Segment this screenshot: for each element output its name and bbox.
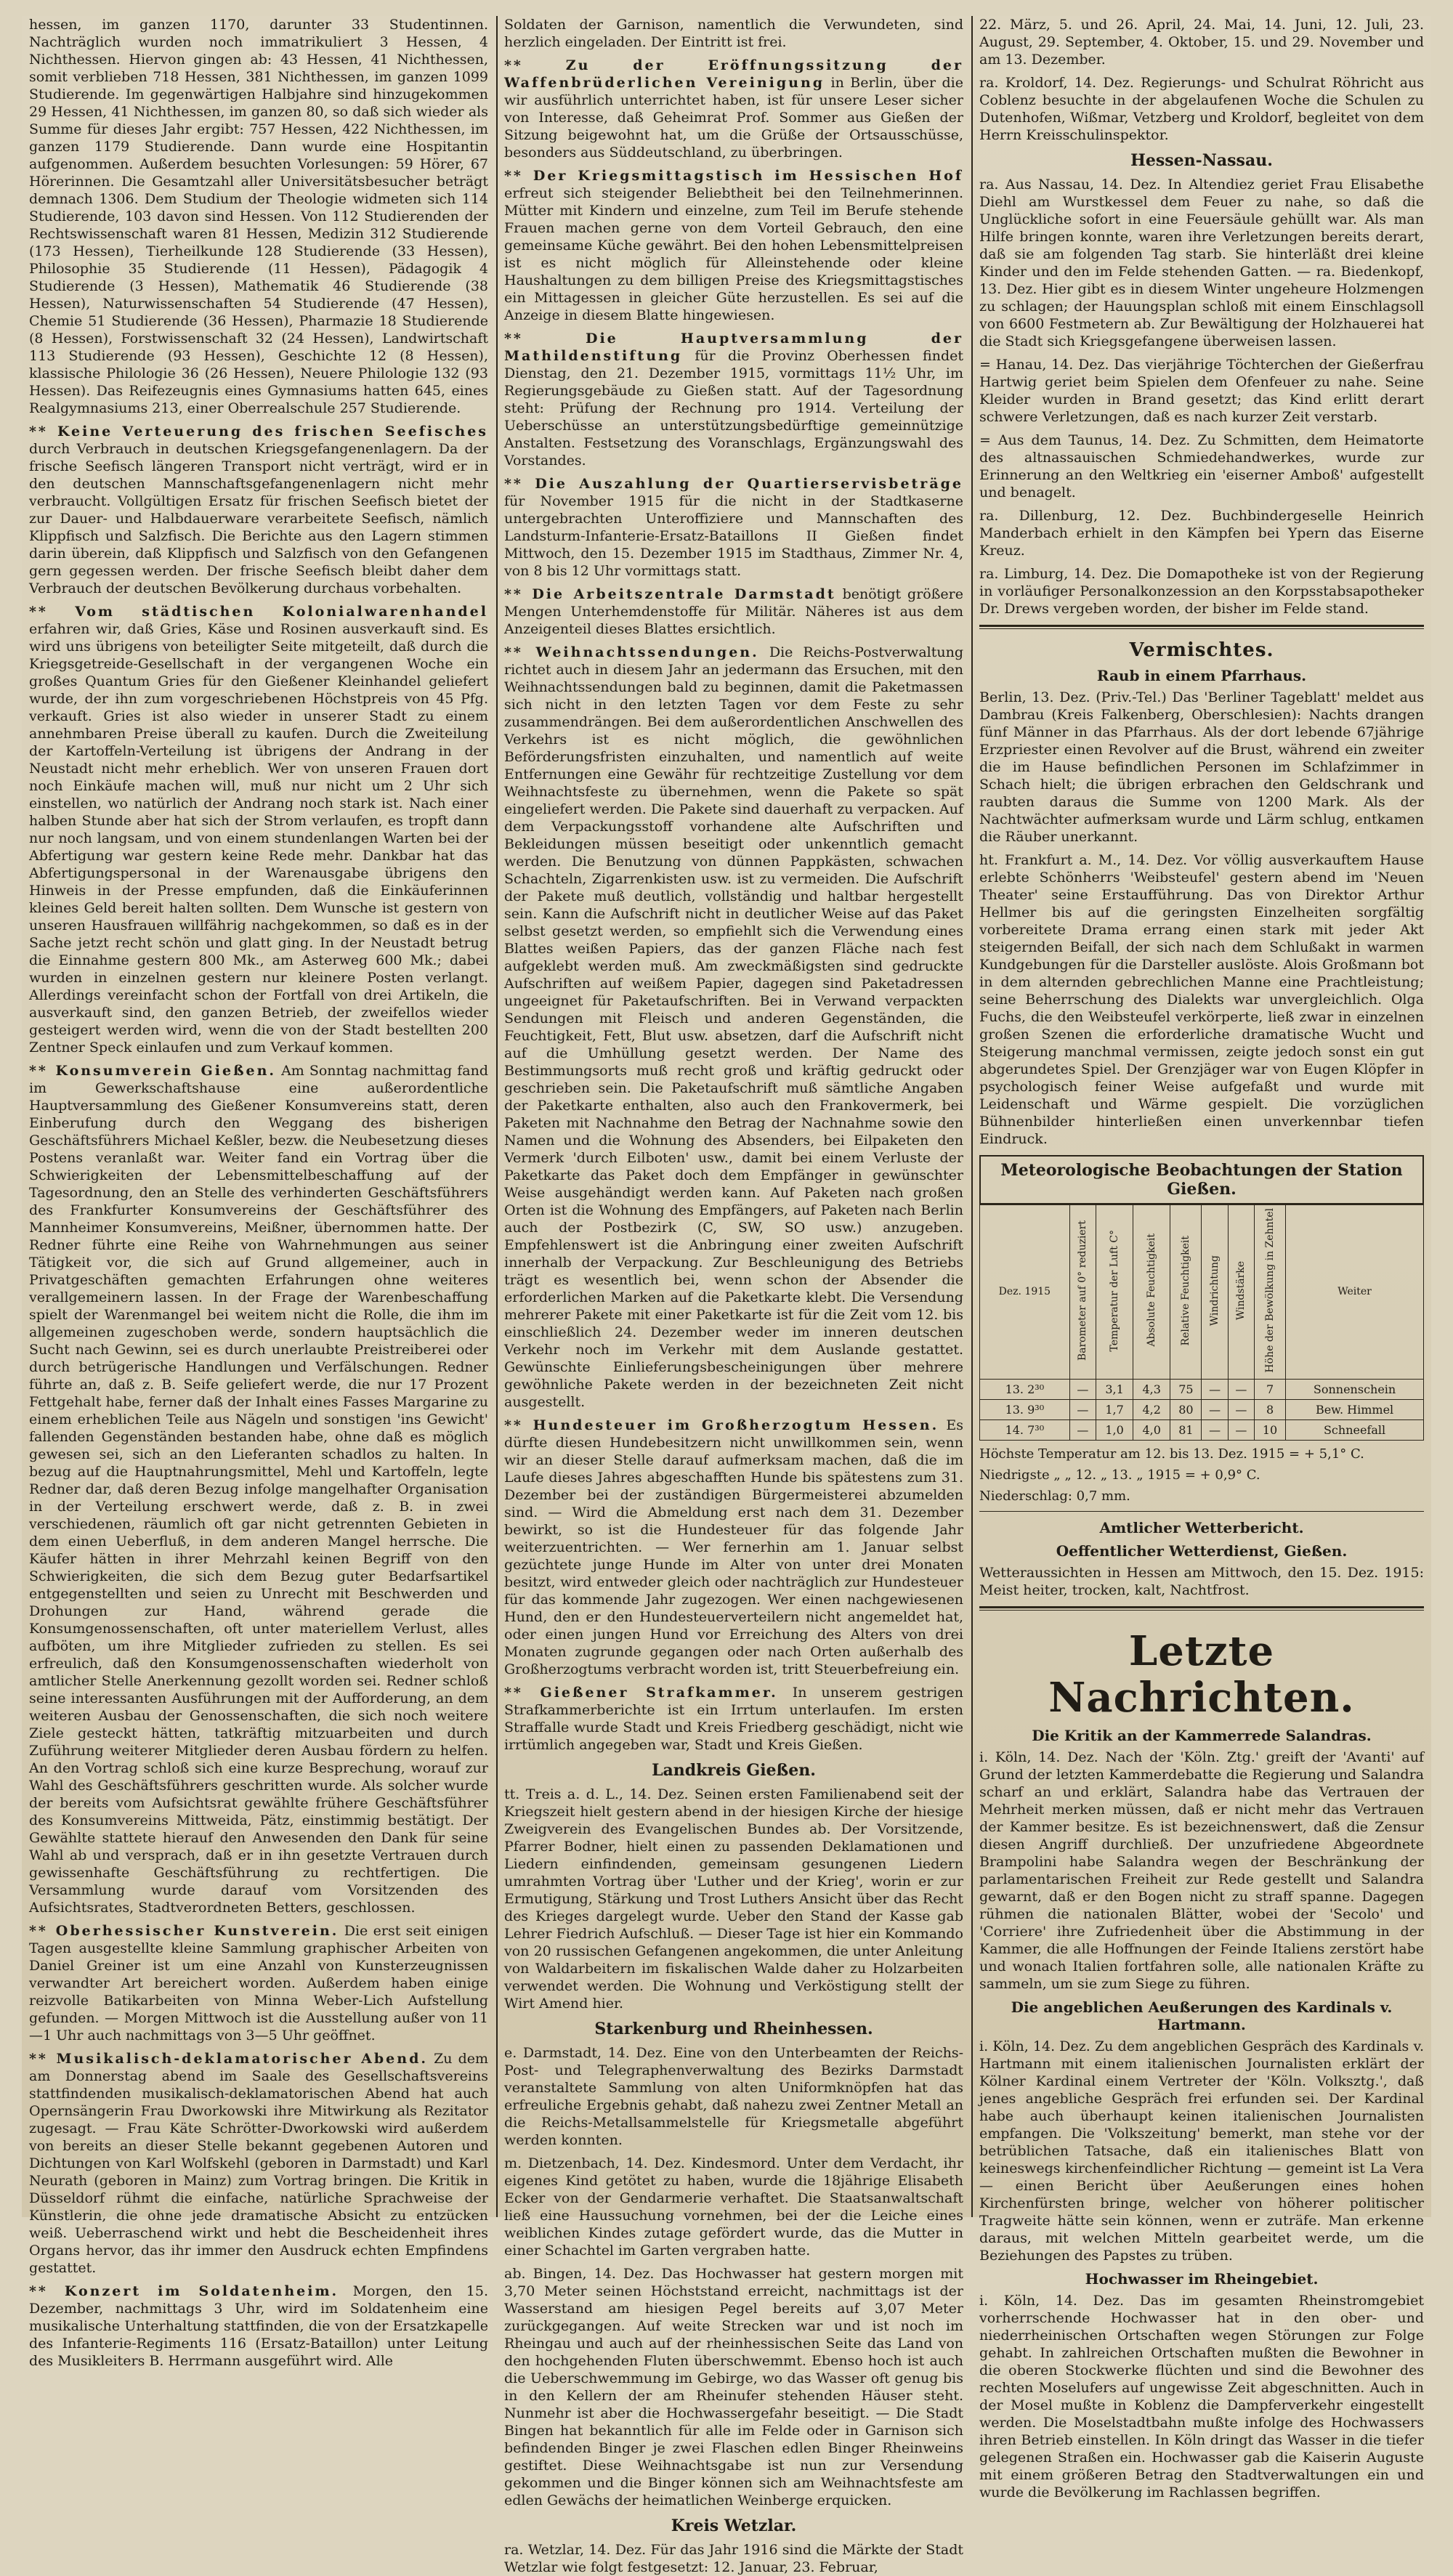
weather-table	[979, 1204, 1424, 1441]
article-heading: ** Der Kriegsmittagstisch im Hessischen Hof	[504, 168, 963, 184]
article-text: in Berlin, über die wir ausführlich unterrichtet haben, ist für unsere Leser sicher von Interesse, daß Geheimrat Prof. Sommer aus Gießen der Sitzung beigewohnt hat, um die Grüße der Ortsausschüsse, besonders aus Süddeutschland, zu überbringen.	[504, 75, 963, 161]
article-heading: ** Weihnachtssendungen.	[504, 644, 759, 660]
article-heading: ** Konzert im Soldatenheim.	[29, 2283, 339, 2299]
column-divider	[971, 16, 973, 2217]
article-title: Die Kritik an der Kammerrede Salandras.	[1032, 1726, 1372, 1744]
column-header-text: Dez. 1915	[998, 1286, 1051, 1298]
column-header	[1254, 1205, 1285, 1380]
article	[29, 1922, 488, 2044]
section-heading-hessen-nassau: Hessen-Nassau.	[1130, 151, 1273, 170]
column-header	[1133, 1205, 1170, 1380]
paragraph: Soldaten der Garnison, namentlich die Verwundeten, sind herzlich eingeladen. Der Eintritt ist frei.	[504, 17, 963, 50]
column-header-text: Windrichtung	[1209, 1255, 1221, 1326]
table-cell: 80	[1170, 1399, 1202, 1419]
table-cell: —	[1069, 1379, 1096, 1399]
paragraph: 22. März, 5. und 26. April, 24. Mai, 14. Juni, 12. Juli, 23. August, 29. September, 4. Oktober, 15. und 29. November und am 13. Dezember.	[979, 17, 1424, 68]
paragraph: ht. Frankfurt a. M., 14. Dez. Vor völlig ausverkauftem Hause erlebte Schönherrs 'Weibsteufel' gestern abend im 'Neuen Theater' seine Erstaufführung. Das von Direktor Arthur Hellmer bis auf die geringsten Einzelheiten sorgfältig vorbereitete Drama errang einen stark mit jeder Akt steigernden Beifall, der sich nach dem Schlußakt in warmen Kundgebungen für die Darsteller auslöste. Alois Großmann bot in dem alternden gebrechlichen Manne eine Prachtleistung; seine Beherrschung des Dialekts war unvergleichlich. Olga Fuchs, die den Weibsteufel verkörperte, ließ zwar in einzelnen großen Szenen die erforderliche dramatische Wucht und Steigerung manchmal vermissen, zeigte jedoch sonst ein gut abgerundetes Spiel. Der Grenzjäger war von Eugen Klöpfer in psychologisch feiner Weise aufgefaßt und wurde mit Leidenschaft und Wärme gespielt. Die vorzüglichen Bühnenbilder hinterließen einen unverkennbar tiefen Eindruck.	[979, 852, 1424, 1147]
article	[29, 2050, 488, 2277]
article-heading: ** Konsumverein Gießen.	[29, 1063, 277, 1079]
table-cell: 8	[1254, 1399, 1285, 1419]
table-cell: —	[1202, 1419, 1228, 1440]
table-cell: —	[1202, 1379, 1228, 1399]
article-heading: ** Keine Verteuerung des frischen Seefisches	[29, 424, 488, 440]
paragraph: tt. Treis a. d. L., 14. Dez. Seinen ersten Familienabend seit der Kriegszeit hielt gestern abend in der hiesigen Kirche der hiesige Zweigverein des Evangelischen Bundes ab. Der Vorsitzende, Pfarrer Bodner, hielt einen zu passenden Deklamationen und Liedern einfindenden, gemeinsam gesungenen Liedern umrahmten Vortrag über 'Luther und der Krieg', worin er zur Ermutigung, Stärkung und Trost Luthers Ansicht über das Recht des Krieges dargelegt wurde. Ueber den Stand der Kasse gab Lehrer Fiedrich Aufschluß. — Dieser Tage ist hier ein Kommando von 20 russischen Gefangenen angekommen, die unter Anleitung von Waldarbeitern im fiskalischen Walde daher zu Holzarbeiten verwendet werden. Die Wohnung und Verköstigung stellt der Wirt Amend hier.	[504, 1786, 963, 2012]
article-text: Die Reichs-Postverwaltung richtet auch in diesem Jahr an jedermann das Ersuchen, mit den Weihnachtssendungen bald zu beginnen, damit die Paketmassen sich nicht in den letzten Tagen vor dem Feste zu sehr zusammendrängen. Bei dem außerordentlichen Anschwellen des Verkehrs ist es nicht möglich, die gewöhnlichen Beförderungsfristen einzuhalten, und namentlich auf weite Entfernungen eine Gewähr für rechtzeitige Zustellung vor dem Weihnachtsfeste zu übernehmen, wenn die Pakete so spät eingeliefert werden. Die Pakete sind dauerhaft zu verpacken. Auf dem Verpackungsstoff vorhandene alte Aufschriften und Bekleidungen müssen beseitigt oder unkenntlich gemacht werden. Die Benutzung von dünnen Pappkästen, schwachen Schachteln, Zigarrenkisten usw. ist zu vermeiden. Die Aufschrift der Pakete muß deutlich, vollständig und haltbar hergestellt sein. Kann die Aufschrift nicht in deutlicher Weise auf das Paket selbst gesetzt werden, so empfiehlt sich die Verwendung eines Blattes weißen Papiers, das der ganzen Fläche nach fest aufgeklebt werden muß. Am zweckmäßigsten sind gedruckte Aufschriften auf weißem Papier, dagegen sind Paketadressen ungeeignet für Paketaufschriften. Bei in Verwand verpackten Sendungen mit Fleisch und anderen Gegenständen, die Feuchtigkeit, Fett, Blut usw. absetzen, darf die Aufschrift nicht auf die Umhüllung gesetzt werden. Der Name des Bestimmungsorts muß recht groß und kräftig gedruckt oder geschrieben sein. Die Paketaufschrift muß sämtliche Angaben der Paketkarte enthalten, also auch den Frankovermerk, bei Paketen mit Nachnahme den Betrag der Nachnahme sowie den Namen und die Wohnung des Absenders, bei Eilpaketen den Vermerk 'durch Eilboten' usw., damit bei einem Verluste der Paketkarte das Paket doch dem Empfänger in gewünschter Weise ausgehändigt werden kann. Auf Paketen nach großen Orten ist die Wohnung des Empfängers, auf Paketen nach Berlin auch der Postbezirk (C, SW, SO usw.) anzugeben. Empfehlenswert ist die Anbringung einer zweiten Aufschrift innerhalb der Verpackung. Zur Beschleunigung des Betriebs trägt es wesentlich bei, wenn schon der Absender die erforderlichen Marken auf die Paketkarte klebt. Die Versendung mehrerer Pakete mit einer Paketkarte ist für die Zeit vom 12. bis einschließlich 24. Dezember weder im inneren deutschen Verkehr noch im Verkehr mit dem Auslande gestattet. Gewünschte Einlieferungsbescheinigungen über mehrere gewöhnliche Pakete werden in der bezeichneten Zeit nicht ausgestellt.	[504, 644, 963, 1410]
paragraph: e. Darmstadt, 14. Dez. Eine von den Unterbeamten der Reichs-Post- und Telegraphenverwaltung des Bezirks Darmstadt veranstaltete Sammlung von alten Uniformknöpfen hat das erfreuliche Ergebnis gehabt, daß nahezu zwei Zentner Metall an die Reichs-Metallsammelstelle für Kriegsmetalle abgeführt werden konnten.	[504, 2045, 963, 2148]
paragraph: hessen, im ganzen 1170, darunter 33 Studentinnen. Nachträglich wurden noch immatrikuliert 3 Hessen, 4 Nichthessen. Hiervon gingen ab: 43 Hessen, 41 Nichthessen, somit verblieben 718 Hessen, 381 Nichthessen, im ganzen 1099 Studierende. Im gegenwärtigen Halbjahre sind hinzugekommen 29 Hessen, 41 Nichthessen, im ganzen 80, so daß sich wieder als Summe für dieses Jahr ergibt: 757 Hessen, 422 Nichthessen, im ganzen 1179 Studierende. Dann wurde eine Hospitantin aufgenommen. Außerdem besuchten Vorlesungen: 59 Hörer, 67 Hörerinnen. Die Gesamtzahl aller Universitätsbesucher beträgt demnach 1306. Dem Studium der Theologie widmeten sich 114 Studierende, 103 davon sind Hessen. Von 112 Studierenden der Rechtswissenschaft waren 81 Hessen, Medizin 312 Studierende (173 Hessen), Tierheilkunde 128 Studierende (33 Hessen), Philosophie 35 Studierende (11 Hessen), Pädagogik 4 Studierende (3 Hessen), Mathematik 46 Studierende (38 Hessen), Naturwissenschaften 54 Studierende (47 Hessen), Chemie 51 Studierende (36 Hessen), Pharmazie 18 Studierende (8 Hessen), Forstwissenschaft 32 (24 Hessen), Landwirtschaft 113 Studierende (93 Hessen), Geschichte 12 (8 Hessen), klassische Philologie 36 (26 Hessen), Neuere Philologie 132 (93 Hessen). Das Reifezeugnis eines Gymnasiums hatten 645, eines Realgymnasiums 213, einer Oberrealschule 257 Studierende.	[29, 17, 488, 416]
table-cell: 75	[1170, 1379, 1202, 1399]
article-heading: ** Oberhessischer Kunstverein.	[29, 1923, 339, 1939]
paragraph: = Aus dem Taunus, 14. Dez. Zu Schmitten, dem Heimatorte des altnassauischen Schmiedehandwerkes, wurde zur Erinnerung an den Weltkrieg ein 'eiserner Amboß' aufgestellt und benagelt.	[979, 432, 1424, 501]
weather-table-header-row	[980, 1205, 1424, 1380]
table-cell: 10	[1254, 1419, 1285, 1440]
column-divider	[496, 16, 498, 2217]
article	[29, 603, 488, 1056]
section-rule	[979, 1606, 1424, 1611]
article-text: Es dürfte diesen Hundebesitzern nicht unwillkommen sein, wenn wir an dieser Stelle darauf aufmerksam machen, daß die im Laufe dieses Jahres abgeschafften Hunde bis spätestens zum 31. Dezember bei der zuständigen Bürgermeisterei abzumelden sind. — Wird die Abmeldung erst nach dem 31. Dezember bewirkt, so ist die Hundesteuer für das folgende Jahr weiterzuentrichten. — Wer fernerhin am 1. Januar selbst gezüchtete junge Hunde im Alter von unter drei Monaten besitzt, wird entweder gleich oder nachträglich zur Hundesteuer für das kommende Jahr zugezogen. Wer einen nachgewiesenen Hund, den er den Hundesteuerverteilern nicht angemeldet hat, oder einen jungen Hund vor Erreichung des Alters von drei Monaten zugrunde gegangen oder nach Orten außerhalb des Großherzogtums verbracht worden ist, tritt Steuerbefreiung ein.	[504, 1417, 964, 1677]
weather-service-heading: Oeffentlicher Wetterdienst, Gießen.	[1056, 1542, 1348, 1560]
section-heading-vermischtes: Vermischtes.	[1129, 639, 1274, 661]
article-text: durch Verbrauch in deutschen Kriegsgefangenenlagern. Da der frische Seefisch längeren Transport nicht verträgt, wird er in den deutschen Mannschaftsgefangenenlagern nicht mehr verbraucht. Vollgültigen Ersatz für frischen Seefisch bietet der zur Dauer- und Halbdauerware verarbeitete Seefisch, nämlich Klippfisch und Salzfisch. Die Berichte aus den Lagern stimmen darin überein, daß Klippfisch und Salzfisch von den Gefangenen gern gegessen werden. Der frische Seefisch bleibt daher dem Verbrauch der deutschen Bevölkerung durchaus vorbehalten.	[29, 441, 488, 596]
paragraph: ab. Bingen, 14. Dez. Das Hochwasser hat gestern morgen mit 3,70 Meter seinen Höchststand erreicht, nachmittags ist der Wasserstand am hiesigen Pegel bereits auf 3,07 Meter zurückgegangen. Auf weite Strecken war und ist noch im Rheingau und auch auf der rheinhessischen Seite das Land von den hochgehenden Fluten überschwemmt. Ebenso hoch ist auch die Ueberschwemmung im Gebirge, wo das Wasser oft genug bis in den Kellern der am Rheinufer stehenden Häuser steht. Nunmehr ist aber die Hochwassergefahr beseitigt. — Die Stadt Bingen hat bekanntlich für alle im Felde oder in Garnison sich befindenden Binger je zwei Flaschen edlen Binger Rheinweins gestiftet. Diese Weihnachtsgabe ist nun zur Versendung gekommen und die Binger können sich am Weihnachtsfeste am edlen Gewächs der heimatlichen Weinberge erquicken.	[504, 2266, 963, 2508]
table-cell: —	[1228, 1399, 1254, 1419]
column-header	[980, 1205, 1070, 1380]
paragraph: Berlin, 13. Dez. (Priv.-Tel.) Das 'Berliner Tageblatt' meldet aus Dambrau (Kreis Falkenberg, Oberschlesien): Nachts drangen fünf Männer in das Pfarrhaus. Als der dort lebende 67jährige Erzpriester einen Revolver auf die Brust, während ein zweiter die im Hause befindlichen Personen im Schlafzimmer in Schach hielt; die übrigen erbrachen den Geldschrank und raubten daraus die Summe von 1200 Mark. Als der Nachtwächter aufmerksam wurde und Lärm schlug, entkamen die Räuber unerkannt.	[979, 689, 1424, 845]
table-cell: —	[1228, 1419, 1254, 1440]
article	[504, 644, 963, 1411]
paragraph: ra. Aus Nassau, 14. Dez. In Altendiez geriet Frau Elisabethe Diehl am Wurstkessel dem Feuer zu nahe, so daß die Unglückliche sofort in eine Feuersäule gehüllt war. Als man Hilfe bringen konnte, waren ihre Verletzungen bereits derart, daß sie am folgenden Tag starb. Sie hinterläßt drei kleine Kinder und den im Felde stehenden Gatten. — ra. Biedenkopf, 13. Dez. Hier gibt es in diesem Winter ungeheure Holzmengen zu schlagen; der Hauungsplan schloß mit einem Einschlagsoll von 6600 Festmetern ab. Zur Bewältigung der Holzhauerei hat die Stadt sich Kriegsgefangene überweisen lassen.	[979, 177, 1424, 349]
paragraph: ra. Kroldorf, 14. Dez. Regierungs- und Schulrat Röhricht aus Coblenz besuchte in der abgelaufenen Woche die Schulen zu Dutenhofen, Wißmar, Vetzberg und Kroldorf, begleitet von dem Herrn Kreisschulinspektor.	[979, 75, 1424, 143]
section-heading-letzte-nachrichten: Letzte Nachrichten.	[1048, 1627, 1355, 1722]
column-header	[1069, 1205, 1096, 1380]
table-cell: 4,3	[1133, 1379, 1170, 1399]
column-header-text: Temperatur der Luft C°	[1109, 1229, 1121, 1352]
table-row	[980, 1419, 1424, 1440]
section-rule	[979, 1511, 1424, 1512]
article-heading: ** Zu der Eröffnungssitzung der Waffenbrüderlichen Vereinigung	[504, 57, 963, 91]
table-row	[980, 1379, 1424, 1399]
column-3	[979, 16, 1424, 2500]
article	[29, 1062, 488, 1916]
table-cell: 4,0	[1133, 1419, 1170, 1440]
paragraph: ra. Dillenburg, 12. Dez. Buchbindergeselle Heinrich Manderbach erhielt in den Kämpfen bei Ypern das Eiserne Kreuz.	[979, 508, 1424, 559]
paragraph: ra. Limburg, 14. Dez. Die Domapotheke ist von der Regierung in vorläufiger Personalkonzession an den Korpsstabsapotheker Dr. Drews vergeben worden, der bisher im Felde stand.	[979, 566, 1424, 617]
table-cell: 1,0	[1096, 1419, 1133, 1440]
column-1	[29, 16, 488, 2369]
newspaper-page	[22, 16, 1431, 2575]
article	[504, 167, 963, 324]
article-heading: ** Die Hauptversammlung der Mathildenstiftung	[504, 331, 963, 364]
table-cell: 13. 9³⁰	[980, 1399, 1070, 1419]
table-cell: —	[1202, 1399, 1228, 1419]
weather-forecast: Wetteraussichten in Hessen am Mittwoch, den 15. Dez. 1915: Meist heiter, trocken, kalt, Nachtfrost.	[979, 1564, 1424, 1598]
section-heading-starkenburg: Starkenburg und Rheinhessen.	[594, 2020, 873, 2038]
column-header	[1228, 1205, 1254, 1380]
table-cell: —	[1069, 1419, 1096, 1440]
table-cell: Sonnenschein	[1286, 1379, 1424, 1399]
table-cell: 3,1	[1096, 1379, 1133, 1399]
article	[504, 1684, 963, 1754]
article-heading: ** Hundesteuer im Großherzogtum Hessen.	[504, 1417, 939, 1433]
article	[504, 1417, 963, 1678]
table-cell: 1,7	[1096, 1399, 1133, 1419]
column-header	[1096, 1205, 1133, 1380]
column-header	[1202, 1205, 1228, 1380]
table-cell: 7	[1254, 1379, 1285, 1399]
weather-report-heading: Amtlicher Wetterbericht.	[1099, 1518, 1304, 1536]
article-text: Zu dem am Donnerstag abend im Saale des Gesellschaftsvereins stattfindenden musikalisch-deklamatorischen Abend hat auch Opernsängerin Frau Dworkowski ihre Mitwirkung als Rezitator zugesagt. — Frau Käte Schrötter-Dworkowski wird außerdem von bereits an dieser Stelle bekannt gegebenen Autoren und Dichtungen von Karl Wolfskehl (geboren in Darmstadt) und Karl Neurath (geboren in Mainz) zum Vortrag bringen. Die Kritik in Düsseldorf rühmt die einfache, natürliche Sprachweise der Künstlerin, die ohne jede dramatische Absicht zu entzücken weiß. Ueberraschend wirkt und hebt die Bescheidenheit ihres Organs hervor, das ihr immer den Ausdruck echten Empfindens gestattet.	[29, 2051, 488, 2276]
article-text: Morgen, den 15. Dezember, nachmittags 3 Uhr, wird im Soldatenheim eine musikalische Unterhaltung stattfinden, die von der Ersatzkapelle des Infanterie-Regiments 116 (Ersatz-Bataillon) unter Leitung des Musikleiters B. Herrmann ausgeführt wird. Alle	[29, 2283, 488, 2369]
column-2	[504, 16, 964, 2575]
precipitation: Niederschlag: 0,7 mm.	[979, 1488, 1130, 1504]
max-temperature: Höchste Temperatur am 12. bis 13. Dez. 1915 = + 5,1° C.	[979, 1446, 1364, 1462]
article-heading: ** Vom städtischen Kolonialwarenhandel	[29, 604, 488, 620]
article-heading: ** Die Auszahlung der Quartierservisbeträge	[504, 476, 963, 492]
article	[504, 330, 963, 469]
column-header	[1286, 1205, 1424, 1380]
article-title: Hochwasser im Rheingebiet.	[1085, 2269, 1319, 2288]
column-header-text: Weiter	[1337, 1286, 1372, 1298]
table-cell: 13. 2³⁰	[980, 1379, 1070, 1399]
column-header-text: Relative Feuchtigkeit	[1180, 1235, 1192, 1345]
article	[504, 586, 963, 638]
table-cell: 14. 7³⁰	[980, 1419, 1070, 1440]
article-title: Raub in einem Pfarrhaus.	[1096, 667, 1307, 684]
paragraph: = Hanau, 14. Dez. Das vierjährige Töchterchen der Gießerfrau Hartwig geriet beim Spielen dem Ofenfeuer zu nahe. Seine Kleider wurden in Brand gesetzt; das Kind erlitt derart schwere Verletzungen, daß es nach kurzer Zeit verstarb.	[979, 357, 1424, 425]
column-header-text: Höhe der Bewölkung in Zehntel	[1264, 1208, 1276, 1373]
paragraph: i. Köln, 14. Dez. Das im gesamten Rheinstromgebiet vorherrschende Hochwasser hat in den ober- und niederrheinischen Ortschaften wegen Störungen zur Folge gehabt. In zahlreichen Ortschaften mußten die Bewohner in die oberen Stockwerke flüchten und sind die Bewohner des rechten Moselufers auf ungewisse Zeit abgeschnitten. Auch in der Mosel mußte in Koblenz die Dampferverkehr eingestellt werden. Die Moselstadtbahn mußte infolge des Hochwassers ihren Betrieb einstellen. In Köln dringt das Wasser in die tiefer gelegenen Straßen ein. Hochwasser gab die Kaiserin Auguste mit einem größeren Betrag den Stadtverwaltungen ein und wurde die Bevölkerung im Rachlassen begriffen.	[979, 2292, 1424, 2500]
table-row	[980, 1399, 1424, 1419]
article-title: Die angeblichen Aeußerungen des Kardinals v. Hartmann.	[1011, 1998, 1393, 2033]
article-text: erfahren wir, daß Gries, Käse und Rosinen ausverkauft sind. Es wird uns übrigens von beteiligter Seite mitgeteilt, daß durch die Kriegsgetreide-Gesellschaft in der vergangenen Woche ein großes Quantum Gries für den Gießener Kleinhandel geliefert wurde, der ihn zum vorgeschriebenen Höchstpreis von 45 Pfg. verkauft. Gries ist also wieder in unserer Stadt zu einem annehmbaren Preise überall zu kaufen. Durch die Zweiteilung der Kartoffeln-Verteilung ist übrigens der Andrang in der Neustadt nicht mehr erheblich. Wer von unseren Frauen dort noch Einkäufe machen will, muß nur nicht um 2 Uhr sich einstellen, wo natürlich der Andrang noch stark ist. Nach einer halben Stunde aber hat sich der Strom verlaufen, es tropft dann nur noch langsam, und von einem stundenlangen Warten bei der Abfertigung war gestern keine Rede mehr. Dankbar hat das Abfertigungspersonal in der Warenausgabe übrigens den Hinweis in der Presse empfunden, daß die Einkäuferinnen kleines Geld bereit halten sollten. Dem Wunsche ist gestern von unseren Hausfrauen willfährig nachgekommen, so daß es in der Sache jetzt recht schön und glatt ging. In der Neustadt betrug die Einnahme gestern 800 Mk., am Asterweg 600 Mk.; dabei wurden in einzelnen gestern nur kleinere Posten verlangt. Allerdings vereinfacht schon der Fortfall von drei Artikeln, die ausverkauft sind, den ganzen Betrieb, der zweifellos wieder gesteigert werden wird, wenn die von der Stadt bestellten 200 Zentner Speck einlaufen und zum Verkauf kommen.	[29, 621, 488, 1056]
weather-table-title: Meteorologische Beobachtungen der Station Gießen.	[979, 1155, 1424, 1204]
article	[29, 423, 488, 597]
article-text: für November 1915 für die nicht in der Stadtkaserne untergebrachten Unteroffiziere und Mannschaften des Landsturm-Infanterie-Ersatz-Bataillons II Gießen findet Mittwoch, den 15. Dezember 1915 im Stadthaus, Zimmer Nr. 4, von 8 bis 12 Uhr vormittags statt.	[504, 493, 963, 579]
min-temperature: Niedrigste „ „ 12. „ 13. „ 1915 = + 0,9° C.	[979, 1467, 1260, 1483]
article-text: erfreut sich steigender Beliebtheit bei den Teilnehmerinnen. Mütter mit Kindern und einzelne, zum Teil im Berufe stehende Frauen machen gerne von dem Vorteil Gebrauch, den eine gemeinsame Küche gewährt. Bei den hohen Lebensmittelpreisen ist es nicht möglich für Alleinstehende oder kleine Haushaltungen zu dem billigen Preise des Kriegsmittagstisches ein Mittagessen in gleicher Güte herzustellen. Es sei auf die Anzeige in diesem Blatte hingewiesen.	[504, 185, 963, 323]
article-heading: ** Gießener Strafkammer.	[504, 1685, 778, 1701]
table-cell: —	[1228, 1379, 1254, 1399]
section-heading-landkreis: Landkreis Gießen.	[652, 1761, 816, 1780]
column-header-text: Barometer auf 0° reduziert	[1077, 1220, 1089, 1361]
article	[504, 57, 963, 161]
paragraph: ra. Wetzlar, 14. Dez. Für das Jahr 1916 sind die Märkte der Stadt Wetzlar wie folgt festgesetzt: 12. Januar, 23. Februar,	[504, 2542, 963, 2575]
article-text: für die Provinz Oberhessen findet Dienstag, den 21. Dezember 1915, vormittags 11½ Uhr, im Regierungsgebäude zu Gießen statt. Auf der Tagesordnung steht: Prüfung der Rechnung pro 1914. Verteilung der Ueberschüsse an unterstützungsbedürftige gemeinnützige Anstalten. Festsetzung des Voranschlags, Ergänzungswahl des Vorstandes.	[504, 348, 963, 469]
article	[504, 475, 963, 580]
table-cell: 4,2	[1133, 1399, 1170, 1419]
paragraph: i. Köln, 14. Dez. Nach der 'Köln. Ztg.' greift der 'Avanti' auf Grund der letzten Kammerdebatte die Regierung und Salandra scharf an und erklärt, Salandra habe das Vertrauen der Mehrheit merken müssen, daß er nicht mehr das Vertrauen der Kammer besitze. Es ist bezeichnenswert, daß die Zensur diesen Angriff durchließ. Der unzufriedene Abgeordnete Brampolini habe Salandra wegen der Beschränkung der parlamentarischen Freiheit zur Rede gestellt und Salandra gewarnt, daß er den Bogen nicht zu straff spanne. Dagegen rühmen die nationalen Blätter, wobei der 'Secolo' und 'Corriere' ihre Zufriedenheit über die Abstimmung in der Kammer, die alle Hoffnungen der Feinde Italiens zerstört habe und wonach Italien fortfahren solle, alle nationalen Kräfte zu sammeln, um sie zum Siege zu führen.	[979, 1749, 1424, 1992]
column-header	[1170, 1205, 1202, 1380]
table-cell: 81	[1170, 1419, 1202, 1440]
column-header-text: Windstärke	[1235, 1260, 1247, 1320]
paragraph: m. Dietzenbach, 14. Dez. Kindesmord. Unter dem Verdacht, ihr eigenes Kind getötet zu haben, wurde die 18jährige Elisabeth Ecker von der Gendarmerie verhaftet. Die Staatsanwaltschaft ließ eine Haussuchung vornehmen, bei der die Leiche eines weiblichen Kindes zutage gefördert wurde, das die Mutter in einer Schachtel im Garten vergraben hatte.	[504, 2155, 963, 2259]
section-heading-wetzlar: Kreis Wetzlar.	[671, 2516, 797, 2535]
article	[29, 2283, 488, 2370]
section-rule	[979, 625, 1424, 629]
article-text: benötigt größere Mengen Unterhemdenstoffe für Militär. Näheres ist aus dem Anzeigenteil dieses Blattes ersichtlich.	[504, 586, 963, 637]
table-cell: Schneefall	[1286, 1419, 1424, 1440]
table-cell: Bew. Himmel	[1286, 1399, 1424, 1419]
article-text: Am Sonntag nachmittag fand im Gewerkschaftshause eine außerordentliche Hauptversammlung des Gießener Konsumvereins statt, deren Einberufung durch den Weggang des bisherigen Geschäftsführers Michael Keßler, bezw. die Neubesetzung dieses Postens veranlaßt war. Weiter fand ein Vortrag über die Schwierigkeiten der Lebensmittelbeschaffung auf der Tagesordnung, den an Stelle des verhinderten Geschäftsführers des Frankfurter Konsumvereins der Geschäftsführer des Mannheimer Konsumvereins, Meißner, übernommen hatte. Der Redner führte eine Reihe von Wahrnehmungen aus seiner Tätigkeit vor, die sich auf Grund allgemeiner, auch in Privatgeschäften gemachten Erfahrungen ohne weiteres verallgemeinern lassen. In der Frage der Warenbeschaffung spielt der Warenmangel bei weitem nicht die Rolle, die ihm im allgemeinen zugeschoben werde, sondern hauptsächlich die Sucht nach Gewinn, sei es durch unerlaubte Preistreiberei oder durch betrügerische Handlungen und Verfälschungen. Redner führte an, daß z. B. Seife geliefert werde, die nur 17 Prozent Fettgehalt habe, ferner daß der Inhalt eines Fasses Margarine zu einem erheblichen Teile aus Nägeln und sonstigen 'ins Gewicht' fallenden Gegenständen bestanden habe, ohne daß es möglich gewesen sei, sich an den Lieferanten schadlos zu halten. In bezug auf die Hauptnahrungsmittel, Mehl und Kartoffeln, legte Redner dar, daß deren Bezug infolge mangelhafter Organisation in der Verteilung erschwert werde, daß z. B. in zwei verschiedenen, räumlich oft gar nicht getrennten Gebieten in dem einen Ueberfluß, in dem anderen Mangel herrsche. Die Käufer hätten in ihrer Mehrzahl keinen Begriff von den Schwierigkeiten, die sich dem Bezug guter Bedarfsartikel entgegenstellten und seien zu Unrecht mit Beschwerden und Drohungen zur Hand, während gerade die Konsumgenossenschaften, oft unter materiellem Verlust, alles aufböten, um ihre Mitglieder zufrieden zu stellen. Es sei erfreulich, daß den Konsumgenossenschaften wiederholt von amtlicher Stelle Anerkennung gezollt worden sei. Redner schloß seine interessanten Ausführungen mit der Aufforderung, an dem weiteren Ausbau der Genossenschaften, die sich noch weitere Ziele gesteckt hätten, tatkräftig mitzuarbeiten und durch Zuführung weiterer Mitglieder deren Ausbau fördern zu helfen. An den Vortrag schloß sich eine kurze Besprechung, worauf zur Wahl des Geschäftsführers geschritten wurde. Als solcher wurde der bereits vom Aufsichtsrat gewählte frühere Geschäftsführer des Konsumvereins Mittweida, Pätz, einstimmig bestätigt. Der Gewählte stattete hierauf den Anwesenden den Dank für seine Wahl ab und versprach, daß er in ihn gesetzte Vertrauen durch gewissenhafte Geschäftsführung zu rechtfertigen. Die Versammlung wurde darauf vom Vorsitzenden des Aufsichtsrates, Stadtverordneten Betters, geschlossen.	[29, 1063, 488, 1916]
column-header-text: Absolute Feuchtigkeit	[1146, 1234, 1158, 1348]
table-cell: —	[1069, 1399, 1096, 1419]
article-text: In unserem gestrigen Strafkammerberichte ist ein Irrtum unterlaufen. Im ersten Straffalle wurde Stadt und Kreis Friedberg geschädigt, nicht wie irrtümlich angegeben war, Stadt und Kreis Gießen.	[504, 1685, 963, 1753]
article-heading: ** Musikalisch-deklamatorischer Abend.	[29, 2051, 428, 2067]
paragraph: i. Köln, 14. Dez. Zu dem angeblichen Gespräch des Kardinals v. Hartmann mit einem italienischen Journalisten erklärt der Kölner Kardinal einem Vertreter der 'Köln. Volksztg.', daß jenes angebliche Gespräch frei erfunden sei. Der Kardinal habe auch überhaupt keinen italienischen Journalisten empfangen. Die 'Volkszeitung' bemerkt, man stehe vor der betrüblichen Tatsache, daß ein italienisches Blatt von keineswegs kirchenfeindlicher Richtung — gemeint ist La Vera — einen Bericht über Aeußerungen eines hohen Kirchenfürsten bringe, welcher von höherer politischer Tragweite hätte sein können, wenn er zuträfe. Man erkenne daraus, mit welchen Mitteln gearbeitet werde, um die Beziehungen des Papstes zu trüben.	[979, 2038, 1424, 2264]
article-heading: ** Die Arbeitszentrale Darmstadt	[504, 586, 836, 602]
article-text: Die erst seit einigen Tagen ausgestellte kleine Sammlung graphischer Arbeiten von Daniel Greiner ist um eine Anzahl von Kunsterzeugnissen verwandter Art bereichert worden. Außerdem haben einige reizvolle Batikarbeiten von Minna Weber-Lich Aufstellung gefunden. — Morgen Mittwoch ist die Ausstellung außer von 11—1 Uhr auch nachmittags von 3—5 Uhr geöffnet.	[29, 1923, 488, 2044]
